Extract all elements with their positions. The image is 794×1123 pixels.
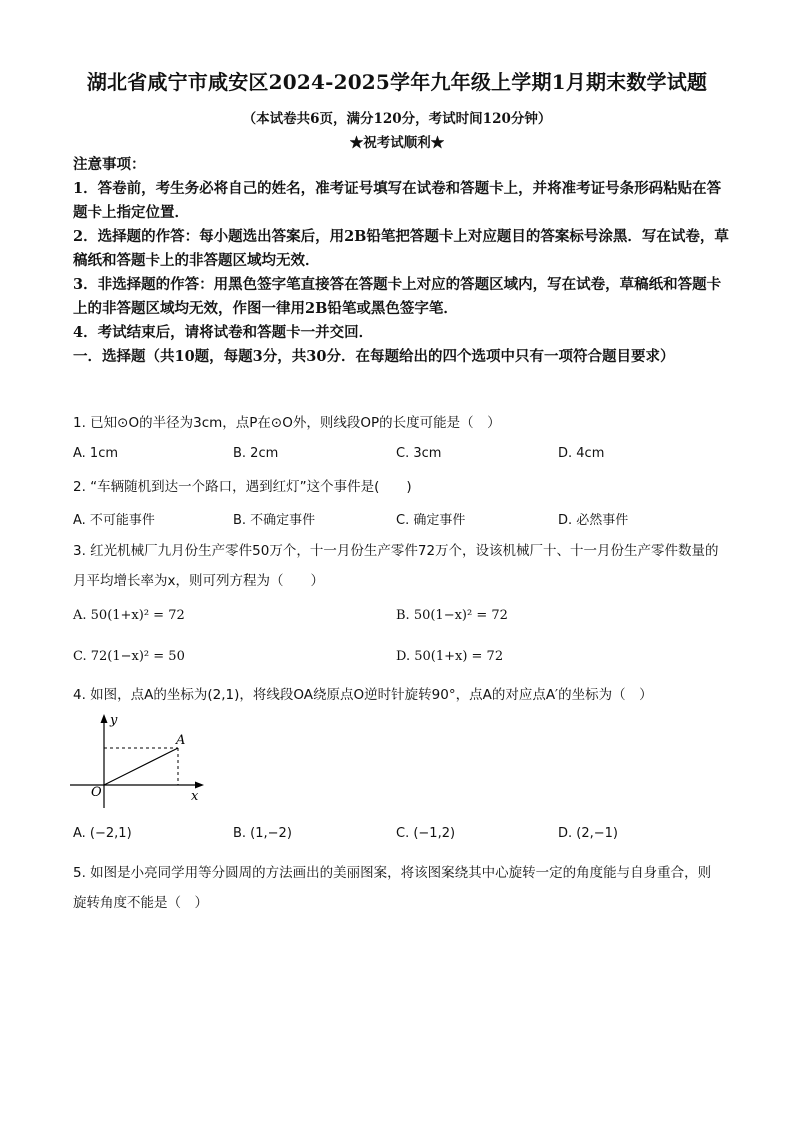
option-a[interactable]: A. (−2,1) — [73, 826, 132, 841]
notice-heading: 注意事项： — [73, 156, 146, 173]
option-c[interactable]: C. (−1,2) — [396, 826, 456, 841]
section-heading: 一．选择题（共10题，每题3分，共30分．在每题给出的四个选项中只有一项符合题目要求） — [73, 348, 675, 365]
notice-item: 1．答卷前，考生务必将自己的姓名，准考证号填写在试卷和答题卡上，并将准考证号条形码粘贴在答题卡上指定位置． — [73, 180, 722, 221]
question-3 — [73, 536, 723, 596]
option-d[interactable]: D. 50(1+x) = 72 — [396, 649, 504, 664]
option-d[interactable]: D. 4cm — [558, 446, 605, 461]
question-4-options — [73, 826, 733, 850]
question-3-options-row1 — [73, 608, 733, 632]
option-a[interactable]: A. 50(1+x)² = 72 — [73, 608, 185, 623]
origin-label: O — [91, 785, 102, 800]
notice-block — [73, 153, 733, 369]
option-c[interactable]: C. 确定事件 — [396, 513, 466, 528]
question-1 — [73, 408, 723, 438]
question-stem: 2. “车辆随机到达一个路口，遇到红灯”这个事件是( ) — [73, 479, 412, 495]
option-a[interactable]: A. 1cm — [73, 446, 119, 461]
coordinate-figure — [70, 710, 210, 810]
question-3-options-row2 — [73, 649, 733, 673]
option-d[interactable]: D. (2,−1) — [558, 826, 618, 841]
option-b[interactable]: B. 50(1−x)² = 72 — [396, 608, 508, 623]
y-axis-arrow-icon — [101, 714, 108, 723]
segment-oa — [104, 748, 178, 785]
exam-info: （本试卷共6页，满分120分，考试时间120分钟） — [242, 111, 552, 127]
x-axis-arrow-icon — [195, 782, 204, 789]
question-stem: 3. 红光机械厂九月份生产零件50万个，十一月份生产零件72万个，设该机械厂十、十一月份生产零件数量的月平均增长率为x，则可列方程为（ ） — [73, 543, 719, 589]
point-a-label: A — [176, 733, 186, 748]
question-1-options — [73, 446, 733, 470]
notice-item: 3．非选择题的作答：用黑色签字笔直接答在答题卡上对应的答题区域内，写在试卷，草稿纸和答题卡上的非答题区域均无效，作图一律用2B铅笔或黑色签字笔． — [73, 276, 722, 317]
question-stem: 5. 如图是小亮同学用等分圆周的方法画出的美丽图案，将该图案绕其中心旋转一定的角度能与自身重合，则旋转角度不能是（ ） — [73, 865, 712, 911]
x-axis-label: x — [191, 789, 199, 804]
good-luck-line: ★祝考试顺利★ — [349, 135, 445, 151]
page-title: 湖北省咸宁市咸安区2024-2025学年九年级上学期1月期末数学试题 — [86, 70, 708, 94]
option-b[interactable]: B. 2cm — [233, 446, 279, 461]
option-a[interactable]: A. 不可能事件 — [73, 513, 155, 528]
question-2-options — [73, 509, 733, 533]
option-d[interactable]: D. 必然事件 — [558, 513, 629, 528]
option-b[interactable]: B. 不确定事件 — [233, 513, 316, 528]
question-5 — [73, 858, 723, 918]
option-b[interactable]: B. (1,−2) — [233, 826, 292, 841]
question-2 — [73, 472, 723, 502]
option-c[interactable]: C. 72(1−x)² = 50 — [73, 649, 185, 664]
question-stem: 1. 已知⊙O的半径为3cm，点P在⊙O外，则线段OP的长度可能是（ ） — [73, 415, 501, 431]
question-4 — [73, 680, 723, 710]
notice-item: 2．选择题的作答：每小题选出答案后，用2B铅笔把答题卡上对应题目的答案标号涂黑．写在试卷，草稿纸和答题卡上的非答题区域均无效． — [73, 228, 729, 269]
question-stem: 4. 如图，点A的坐标为(2,1)，将线段OA绕原点O逆时针旋转90°，点A的对应点A′的坐标为（ ） — [73, 687, 653, 703]
y-axis-label: y — [110, 713, 118, 728]
notice-item: 4．考试结束后，请将试卷和答题卡一并交回． — [73, 324, 374, 341]
option-c[interactable]: C. 3cm — [396, 446, 442, 461]
